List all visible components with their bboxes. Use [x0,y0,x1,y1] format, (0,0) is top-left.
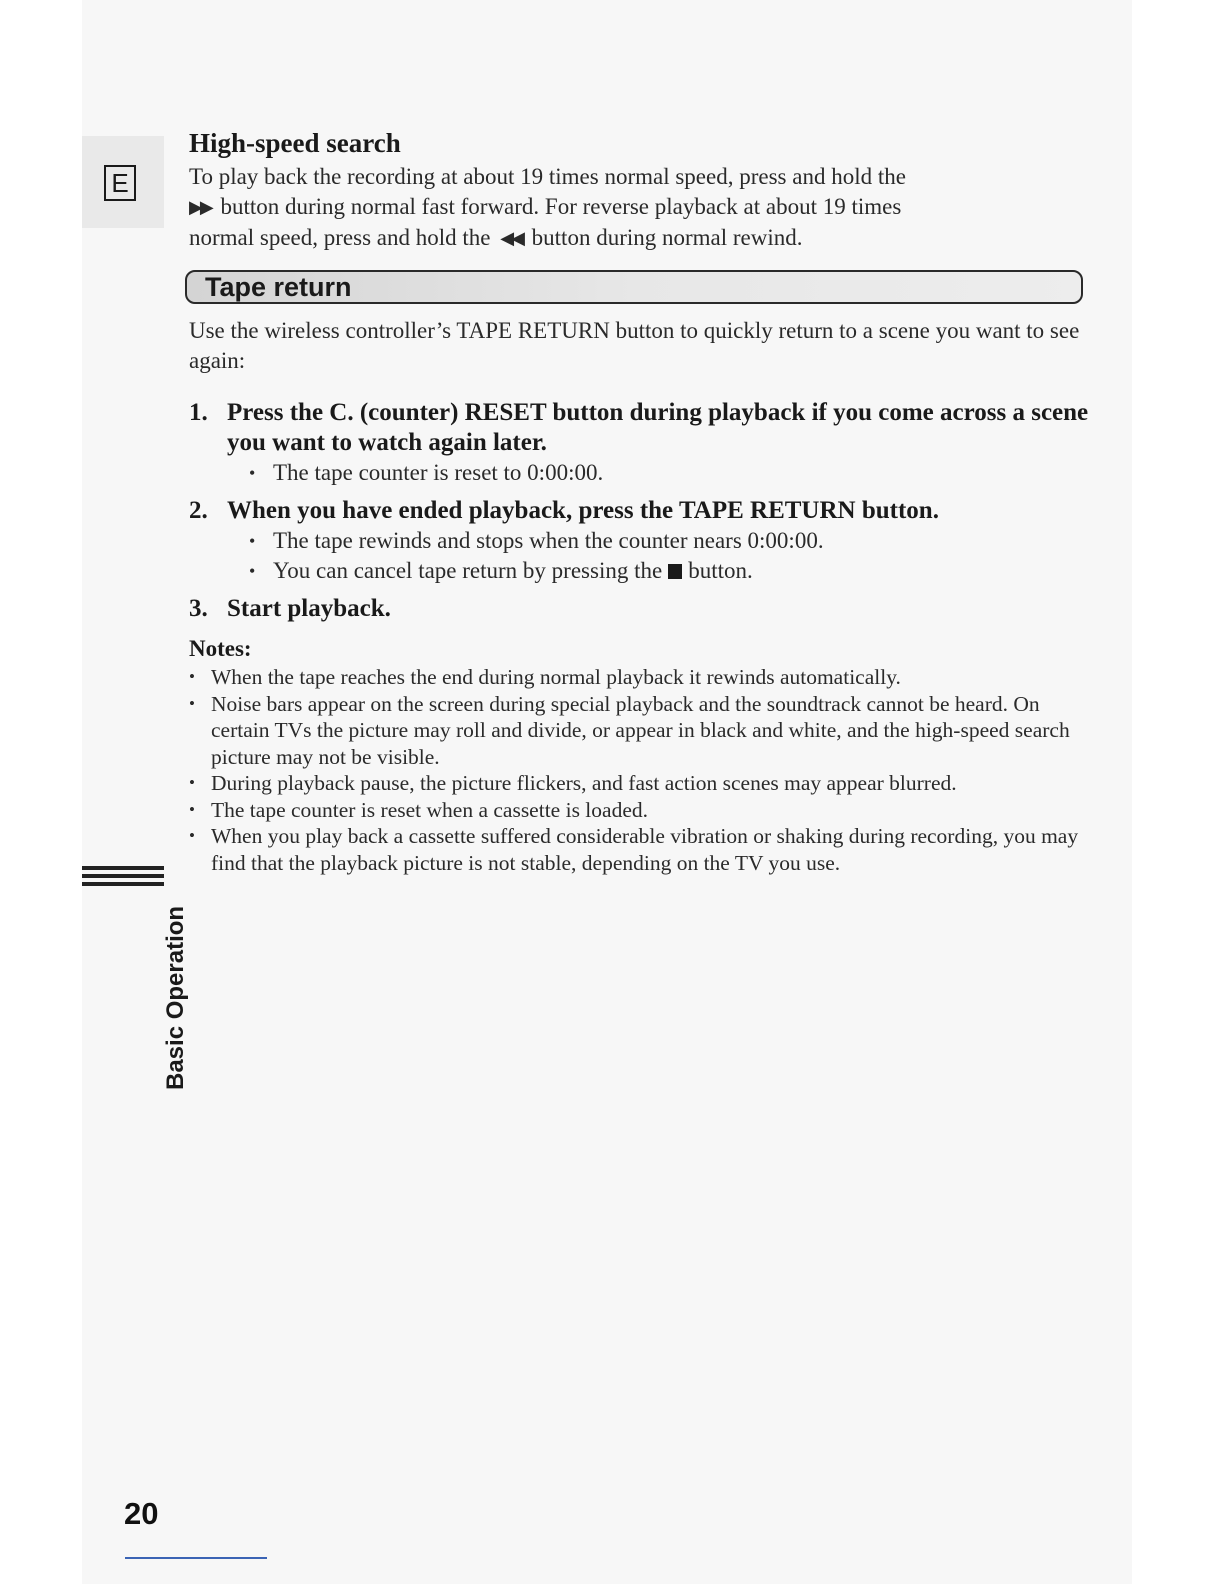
step-item [189,594,1089,624]
note-item: • During playback pause, the picture flickers, and fast action scenes may appear blurred. [189,770,1089,797]
step-number: 3. [189,595,208,622]
main-content [189,124,1089,876]
step-text: When you have ended playback, press the TAPE RETURN button. [227,497,939,524]
step-item [189,496,1089,586]
rewind-icon: ◀◀ [500,228,522,249]
tape-return-header [185,270,1083,304]
step-bullet: • The tape counter is reset to 0:00:00. [249,458,1089,488]
high-speed-search-text: To play back the recording at about 19 times normal speed, press and hold the ▶▶ button during normal fast forward. For reverse playback at about 19 times normal speed, press and hold the ◀◀ button during normal rewind. [189,164,906,250]
step-text: Start playback. [227,595,391,622]
high-speed-search-heading: High-speed search [189,128,401,158]
step-text: Press the C. (counter) RESET button during playback if you come across a scene you want to watch again later. [227,399,1089,456]
section-marker-bars [82,866,164,890]
tape-return-title: Tape return [205,272,352,302]
step-bullet: • The tape rewinds and stops when the counter nears 0:00:00. [249,526,1089,556]
marker-bar [82,866,164,870]
note-item: • The tape counter is reset when a cassette is loaded. [189,797,1089,824]
steps-list [189,398,1089,624]
fast-forward-icon: ▶▶ [189,197,211,218]
tape-return-intro: Use the wireless controller’s TAPE RETURN button to quickly return to a scene you want to see again: [189,318,1080,373]
note-item: • When you play back a cassette suffered considerable vibration or shaking during recording, you may find that the playback picture is not stable, depending on the TV you use. [189,823,1089,876]
page-number: 20 [124,1496,159,1531]
language-tab-letter: E [104,165,136,201]
bottom-rule [125,1557,267,1559]
step-item [189,398,1089,488]
note-item: • Noise bars appear on the screen during special playback and the soundtrack cannot be heard. On certain TVs the picture may roll and divide, or appear in black and white, and the high-speed search picture may not be visible. [189,691,1089,771]
section-side-label: Basic Operation [162,905,189,1090]
stop-icon [668,564,682,579]
step-number: 2. [189,497,208,524]
note-item: • When the tape reaches the end during normal playback it rewinds automatically. [189,664,1089,691]
marker-bar [82,882,164,886]
notes-list [189,664,1089,876]
step-number: 1. [189,399,208,426]
marker-bar [82,874,164,878]
notes-title: Notes: [189,636,252,661]
step-bullets [227,458,1089,488]
step-bullets [227,526,1089,586]
step-bullet: • You can cancel tape return by pressing the button. [249,556,1089,586]
